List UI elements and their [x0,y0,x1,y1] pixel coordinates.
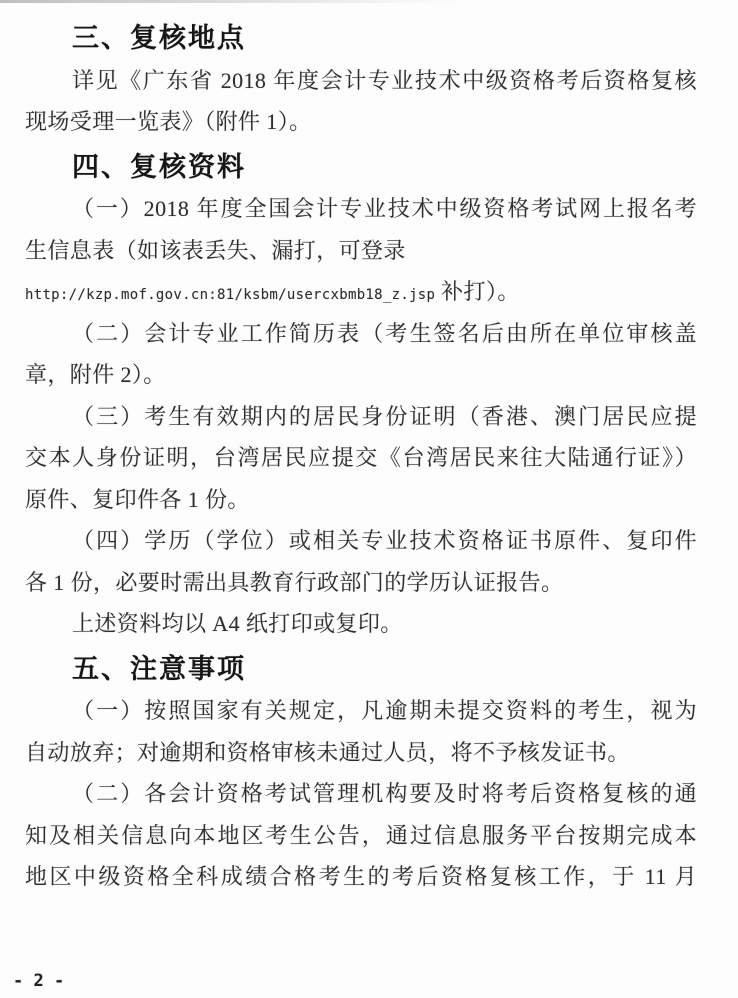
body-line: （一）2018 年度全国会计专业技术中级资格考试网上报名考 [72,196,697,221]
body-line: 上述资料均以 A4 纸打印或复印。 [72,611,403,636]
body-line: （二）会计专业工作简历表（考生签名后由所在单位审核盖 [72,320,697,346]
body-line: （二）各会计资格考试管理机构要及时将考后资格复核的通 [72,781,697,806]
body-line: 章，附件 2）。 [25,362,166,387]
section-heading: 五、注意事项 [72,653,246,684]
body-line: 地区中级资格全科成绩合格考生的考后资格复核工作，于 11 月 [25,864,697,889]
body-line: 现场受理一览表》（附件 1）。 [25,109,312,134]
document-body [25,14,697,898]
body-line: 详见《广东省 2018 年度会计专业技术中级资格考后资格复核 [72,67,697,93]
body-line: 自动放弃；对逾期和资格审核未通过人员，将不予核发证书。 [25,739,630,765]
body-line: （四）学历（学位）或相关专业技术资格证书原件、复印件 [72,528,697,553]
page-number: - 2 - [13,971,65,991]
body-line: 交本人身份证明，台湾居民应提交《台湾居民来往大陆通行证》） [25,445,697,470]
section-heading: 四、复核资料 [72,151,246,182]
section-heading: 三、复核地点 [72,23,246,53]
body-line: 原件、复印件各 1 份。 [25,486,250,512]
body-line: 生信息表（如该表丢失、漏打，可登录 [25,237,406,263]
url-line [25,271,697,313]
body-line: 各 1 份，必要时需出具教育行政部门的学历认证报告。 [25,569,564,595]
body-line: 知及相关信息向本地区考生公告，通过信息服务平台按期完成本 [25,822,697,848]
url-line-tail: 补打）。 [435,279,520,304]
url-text: http://kzp.mof.gov.cn:81/ksbm/usercxbmb18_z.jsp [25,287,436,303]
body-line: （一）按照国家有关规定，凡逾期未提交资料的考生，视为 [72,698,697,723]
body-line: （三）考生有效期内的居民身份证明（香港、澳门居民应提 [72,403,697,429]
scan-edge-artifact [0,0,470,3]
